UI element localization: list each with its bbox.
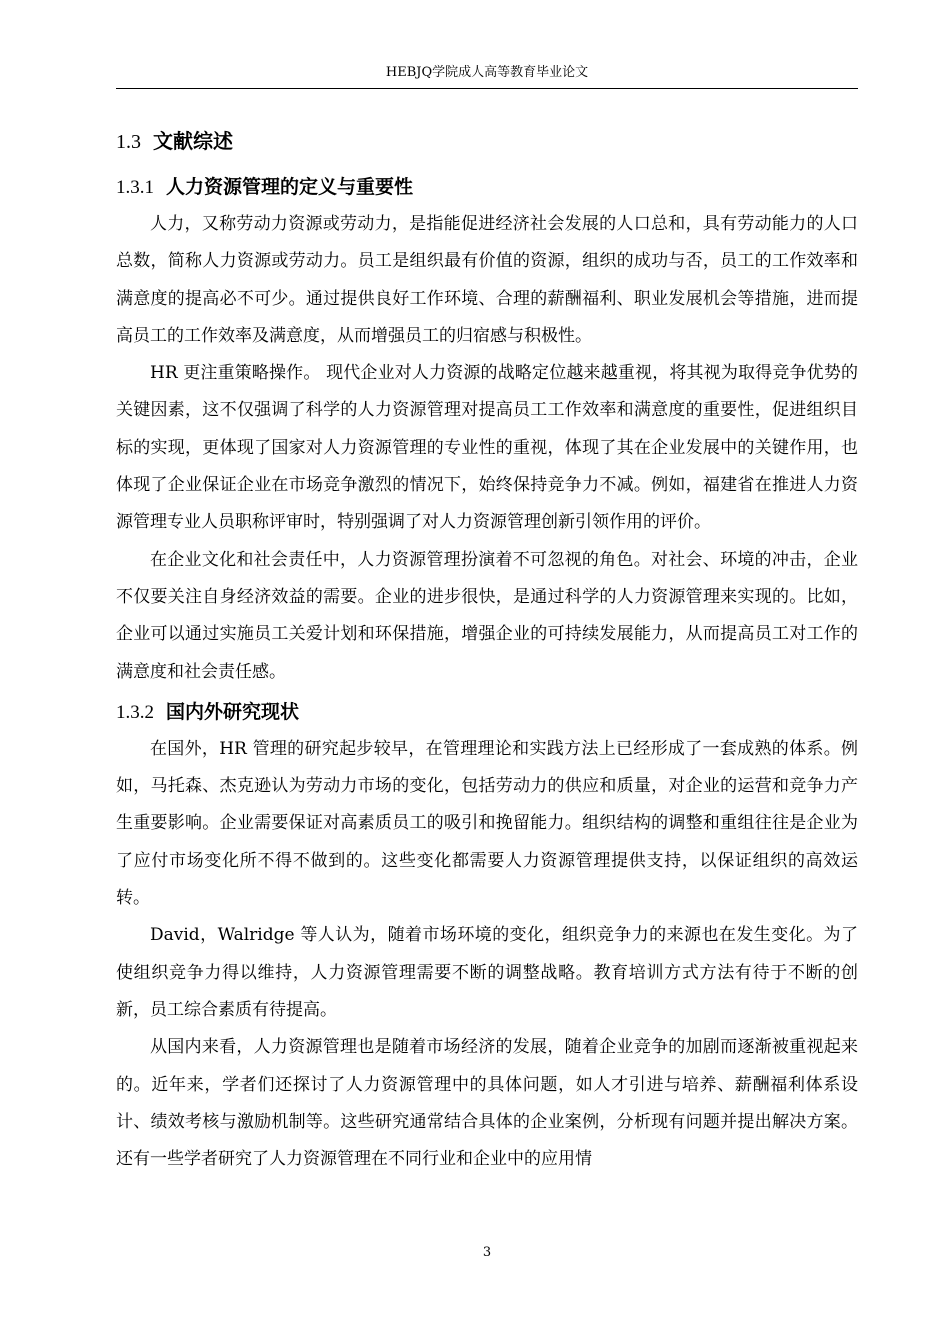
body-paragraph: 在企业文化和社会责任中，人力资源管理扮演着不可忽视的角色。对社会、环境的冲击，企业不仅要关注自身经济效益的需要。企业的进步很快，是通过科学的人力资源管理来实现的。比如，企业可以通过实施员工关爱计划和环保措施，增强企业的可持续发展能力，从而提高员工对工作的满意度和社会责任感。 [116,549,858,682]
page-number: 3 [482,1245,492,1260]
subsection-number: 1.3.2 [116,701,154,723]
section-number: 1.3 [116,131,141,153]
body-paragraph: HR 更注重策略操作。 现代企业对人力资源的战略定位越来越重视，将其视为取得竞争优势的关键因素，这不仅强调了科学的人力资源管理对提高员工工作效率和满意度的重要性，促进组织目标的实现，更体现了国家对人力资源管理的专业性的重视，体现了其在企业发展中的关键作用，也体现了企业保证企业在市场竞争激烈的情况下，始终保持竞争力不减。例如，福建省在推进人力资源管理专业人员职称评审时，特别强调了对人力资源管理创新引领作用的评价。 [116,363,858,533]
subsection-heading [116,168,858,206]
subsection-number: 1.3.1 [116,177,154,198]
page-body [116,120,858,1178]
subsection-title: 人力资源管理的定义与重要性 [166,176,414,198]
section-title: 文献综述 [153,129,233,153]
section-heading [116,120,858,162]
body-paragraph: 在国外，HR 管理的研究起步较早，在管理理论和实践方法上已经形成了一套成熟的体系。例如，马托森、杰克逊认为劳动力市场的变化，包括劳动力的供应和质量，对企业的运营和竞争力产生重要影响。企业需要保证对高素质员工的吸引和挽留能力。组织结构的调整和重组往往是企业为了应付市场变化所不得不做到的。这些变化都需要人力资源管理提供支持，以保证组织的高效运转。 [116,738,858,909]
running-header: HEBJQ学院成人高等教育毕业论文 [385,65,589,80]
subsection-title: 国内外研究现状 [166,700,300,723]
header-divider [116,88,858,89]
body-paragraph: 从国内来看，人力资源管理也是随着市场经济的发展，随着企业竞争的加剧而逐渐被重视起来的。近年来，学者们还探讨了人力资源管理中的具体问题，如人才引进与培养、薪酬福利体系设计、绩效考核与激励机制等。这些研究通常结合具体的企业案例，分析现有问题并提出解决方案。还有一些学者研究了人力资源管理在不同行业和企业中的应用情 [116,1037,858,1170]
body-paragraph: 人力，又称劳动力资源或劳动力，是指能促进经济社会发展的人口总和，具有劳动能力的人口总数，简称人力资源或劳动力。员工是组织最有价值的资源，组织的成功与否，员工的工作效率和满意度的提高必不可少。通过提供良好工作环境、合理的薪酬福利、职业发展机会等措施，进而提高员工的工作效率及满意度，从而增强员工的归宿感与积极性。 [116,214,858,346]
body-paragraph: David，Walridge 等人认为，随着市场环境的变化，组织竞争力的来源也在发生变化。为了使组织竞争力得以维持，人力资源管理需要不断的调整战略。教育培训方式方法有待于不断的创新，员工综合素质有待提高。 [116,925,858,1020]
subsection-heading [116,693,858,731]
